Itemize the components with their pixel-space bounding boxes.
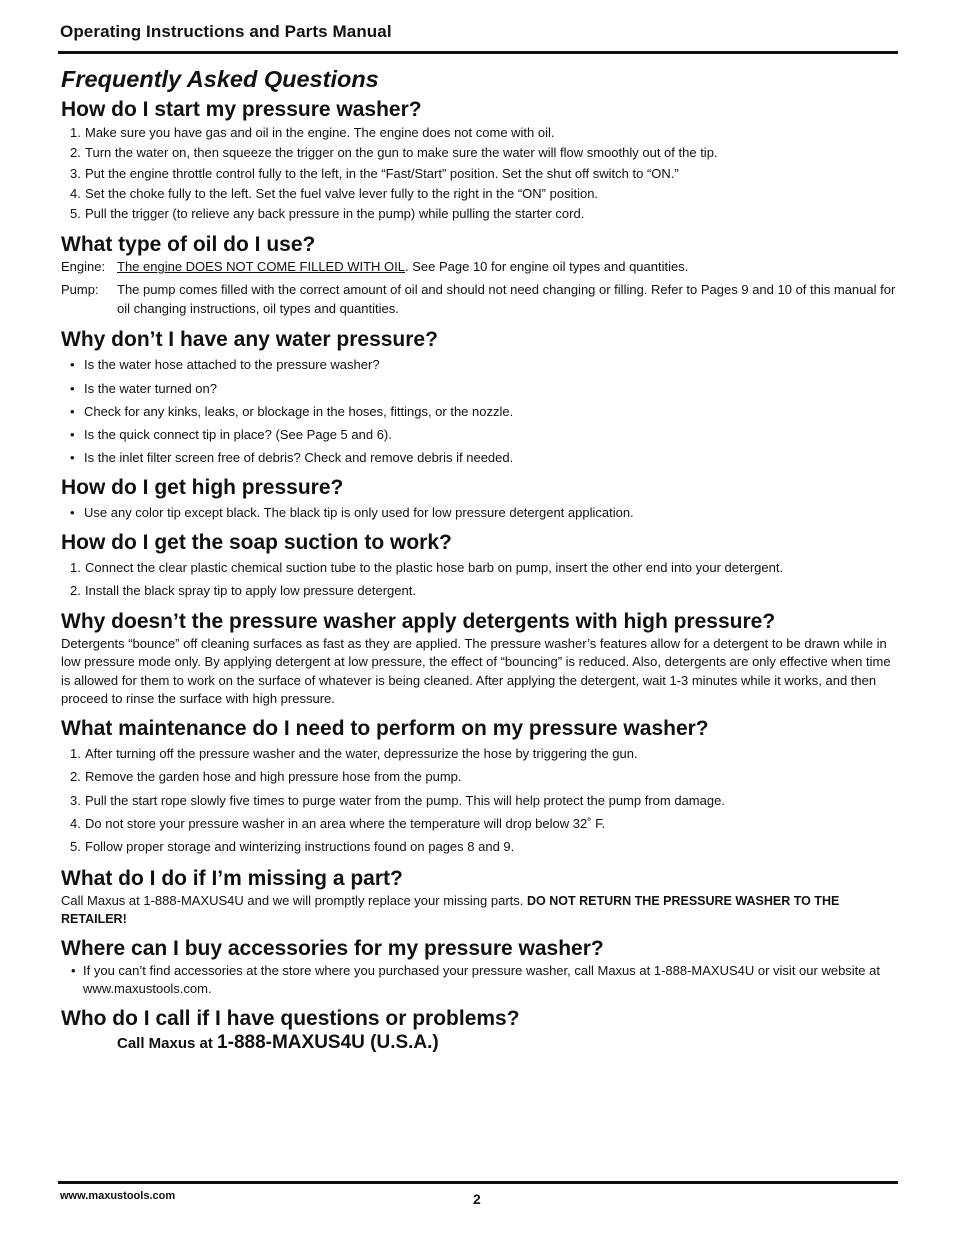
pump-oil-row — [61, 281, 898, 318]
list-item: • Is the water hose attached to the pressure washer? — [70, 357, 380, 373]
engine-desc: . See Page 10 for engine oil types and quantities. — [405, 259, 689, 275]
footer-website: www.maxustools.com — [60, 1190, 176, 1202]
oil-definition-list — [61, 258, 898, 318]
faq-title: Frequently Asked Questions — [61, 66, 379, 92]
section-heading-soap: How do I get the soap suction to work? — [61, 531, 452, 555]
list-item: 5. Pull the trigger (to relieve any back pressure in the pump) while pulling the starter cord. — [70, 206, 585, 222]
list-item: • Is the inlet filter screen free of debris? Check and remove debris if needed. — [70, 450, 514, 466]
pump-term: Pump: — [61, 282, 99, 298]
section-heading-oil: What type of oil do I use? — [61, 233, 316, 257]
engine-warning: The engine DOES NOT COME FILLED WITH OIL — [117, 259, 406, 275]
section-heading-detergents: Why doesn’t the pressure washer apply detergents with high pressure? — [61, 609, 776, 633]
detergents-text: Detergents “bounce” off cleaning surfaces as fast as they are applied. The pressure washer’s features allow for a detergent to be drawn while in low pressure mode only. By applying detergent at low pressure, the effect of “bouncing” is reduced. Also, detergents are only effective when time is allowed for them to work on the surface of whatever is being cleaned. After applying the detergent, wait 1-3 minutes while it works, and then proceed to rinse the surface with high pressure. — [61, 635, 891, 707]
list-item: 5. Follow proper storage and winterizing instructions found on pages 8 and 9. — [70, 839, 515, 855]
water-pressure-list — [61, 353, 898, 469]
faq-content — [61, 62, 898, 1055]
list-item: 2. Remove the garden hose and high pressure hose from the pump. — [70, 769, 462, 785]
list-item: • Use any color tip except black. The black tip is only used for low pressure detergent application. — [70, 504, 634, 520]
list-item: 2. Install the black spray tip to apply low pressure detergent. — [70, 583, 416, 599]
list-item: • If you can’t find accessories at the store where you purchased your pressure washer, call Maxus at 1-888-MAXUS4U or visit our website at www.maxustools.com. — [71, 962, 880, 997]
list-item: 3. Put the engine throttle control fully to the left, in the “Fast/Start” position. Set the shut off switch to “ON.” — [70, 165, 679, 181]
maintenance-steps-list — [61, 742, 898, 858]
header-rule — [58, 51, 898, 54]
footer-rule — [58, 1181, 898, 1184]
list-item: 1. Connect the clear plastic chemical suction tube to the plastic hose barb on pump, insert the other end into your detergent. — [70, 560, 784, 576]
missing-part-text: Call Maxus at 1-888-MAXUS4U and we will promptly replace your missing parts. DO NOT RETURN THE PRESSURE WASHER TO THE RETAILER! — [61, 892, 840, 927]
section-heading-call: Who do I call if I have questions or problems? — [61, 1006, 520, 1030]
call-prefix: Call Maxus at — [117, 1034, 218, 1052]
list-item: • Is the quick connect tip in place? (See Page 5 and 6). — [70, 427, 392, 443]
engine-term: Engine: — [61, 259, 106, 275]
section-heading-accessories: Where can I buy accessories for my pressure washer? — [61, 936, 604, 960]
engine-oil-row — [61, 258, 898, 277]
soap-steps-list — [61, 556, 898, 603]
list-item: 3. Pull the start rope slowly five times to purge water from the pump. This will help protect the pump from damage. — [70, 792, 725, 808]
list-item: 2. Turn the water on, then squeeze the trigger on the gun to make sure the water will flow smoothly out of the tip. — [70, 145, 718, 161]
manual-header-title: Operating Instructions and Parts Manual — [60, 22, 392, 41]
list-item: 4. Do not store your pressure washer in an area where the temperature will drop below 32˚ F. — [70, 815, 606, 831]
call-maxus-line — [117, 1032, 898, 1055]
section-heading-missing-part: What do I do if I’m missing a part? — [61, 866, 403, 890]
list-item: • Is the water turned on? — [70, 380, 217, 396]
do-not-return-warning: DO NOT RETURN THE PRESSURE WASHER TO THE RETAILER! — [61, 893, 840, 927]
phone-number: 1-888-MAXUS4U (U.S.A.) — [217, 1031, 439, 1053]
list-item: 4. Set the choke fully to the left. Set the fuel valve lever fully to the right in the “ON” position. — [70, 185, 599, 201]
section-heading-water-pressure: Why don’t I have any water pressure? — [61, 328, 438, 352]
high-pressure-list — [61, 501, 898, 524]
start-steps-list — [61, 123, 898, 224]
list-item: • Check for any kinks, leaks, or blockage in the hoses, fittings, or the nozzle. — [70, 403, 514, 419]
section-heading-maintenance: What maintenance do I need to perform on my pressure washer? — [61, 717, 709, 741]
list-item: 1. After turning off the pressure washer and the water, depressurize the hose by triggering the gun. — [70, 746, 638, 762]
accessories-list — [61, 962, 898, 999]
pump-desc: The pump comes filled with the correct amount of oil and should not need changing or filling. Refer to Pages 9 and 10 of this manual for oil changing instructions, oil types and quantities. — [117, 282, 896, 316]
section-heading-high-pressure: How do I get high pressure? — [61, 475, 344, 499]
page-number: 2 — [473, 1191, 481, 1207]
section-heading-start: How do I start my pressure washer? — [61, 98, 422, 121]
list-item: 1. Make sure you have gas and oil in the engine. The engine does not come with oil. — [70, 125, 555, 140]
